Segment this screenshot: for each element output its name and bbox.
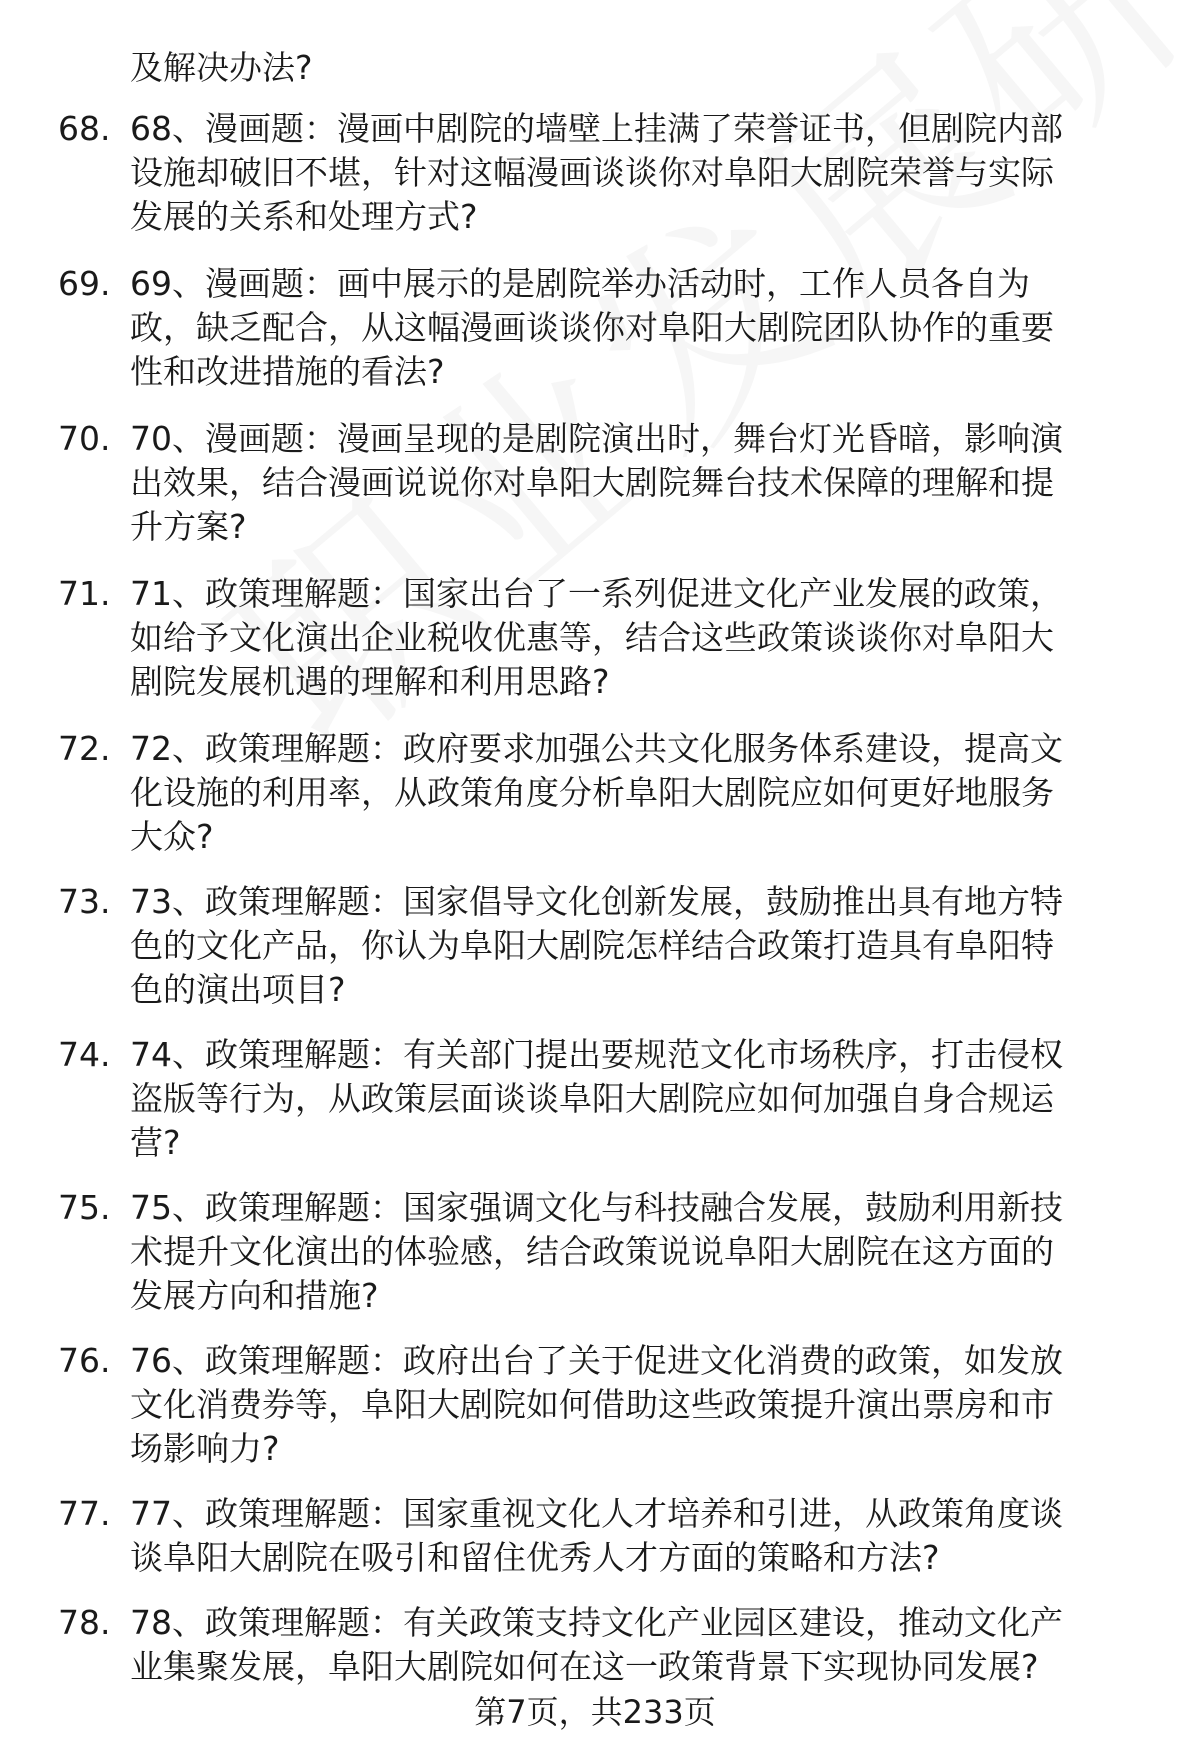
question-line: 70、漫画题：漫画呈现的是剧院演出时，舞台灯光昏暗，影响演: [130, 419, 1063, 458]
question-line: 业集聚发展，阜阳大剧院如何在这一政策背景下实现协同发展?: [130, 1647, 1039, 1686]
question-number: 78.: [58, 1603, 111, 1642]
question-line: 术提升文化演出的体验感，结合政策说说阜阳大剧院在这方面的: [130, 1232, 1054, 1271]
question-number: 70.: [58, 419, 111, 458]
question-number: 72.: [58, 729, 111, 768]
question-line: 政，缺乏配合，从这幅漫画谈谈你对阜阳大剧院团队协作的重要: [130, 308, 1054, 347]
question-text: [130, 262, 1150, 394]
question-text: [130, 572, 1150, 704]
question-line: 72、政策理解题：政府要求加强公共文化服务体系建设，提高文: [130, 729, 1063, 768]
question-line: 73、政策理解题：国家倡导文化创新发展，鼓励推出具有地方特: [130, 882, 1063, 921]
question-line: 剧院发展机遇的理解和利用思路?: [130, 662, 610, 701]
question-text: [130, 1339, 1150, 1471]
question-text: [130, 1033, 1150, 1165]
question-text: [130, 1492, 1150, 1580]
question-number: 71.: [58, 574, 111, 613]
question-line: 发展的关系和处理方式?: [130, 197, 478, 236]
question-line: 性和改进措施的看法?: [130, 352, 445, 391]
question-text: [130, 880, 1150, 1012]
question-line: 色的文化产品，你认为阜阳大剧院怎样结合政策打造具有阜阳特: [130, 926, 1054, 965]
question-number: 75.: [58, 1188, 111, 1227]
question-line: 75、政策理解题：国家强调文化与科技融合发展，鼓励利用新技: [130, 1188, 1063, 1227]
question-line: 大众?: [130, 817, 214, 856]
question-line: 设施却破旧不堪，针对这幅漫画谈谈你对阜阳大剧院荣誉与实际: [130, 153, 1054, 192]
question-line: 场影响力?: [130, 1429, 280, 1468]
question-number: 69.: [58, 264, 111, 303]
question-line: 74、政策理解题：有关部门提出要规范文化市场秩序，打击侵权: [130, 1035, 1063, 1074]
question-text: [130, 727, 1150, 859]
question-line: 发展方向和措施?: [130, 1276, 379, 1315]
question-line: 71、政策理解题：国家出台了一系列促进文化产业发展的政策，: [130, 574, 1063, 613]
question-line: 化设施的利用率，从政策角度分析阜阳大剧院应如何更好地服务: [130, 773, 1054, 812]
continuation-text: 及解决办法?: [130, 48, 313, 87]
question-number: 76.: [58, 1341, 111, 1380]
question-text: [130, 1601, 1150, 1689]
question-line: 盗版等行为，从政策层面谈谈阜阳大剧院应如何加强自身合规运: [130, 1079, 1054, 1118]
question-number: 77.: [58, 1494, 111, 1533]
question-number: 74.: [58, 1035, 111, 1074]
question-line: 69、漫画题：画中展示的是剧院举办活动时，工作人员各自为: [130, 264, 1030, 303]
question-line: 76、政策理解题：政府出台了关于促进文化消费的政策，如发放: [130, 1341, 1063, 1380]
question-line: 色的演出项目?: [130, 970, 346, 1009]
question-line: 出效果，结合漫画说说你对阜阳大剧院舞台技术保障的理解和提: [130, 463, 1054, 502]
question-text: [130, 107, 1150, 239]
page-footer: 第7页，共233页: [474, 1693, 716, 1731]
question-line: 文化消费券等，阜阳大剧院如何借助这些政策提升演出票房和市: [130, 1385, 1054, 1424]
question-line: 78、政策理解题：有关政策支持文化产业园区建设，推动文化产: [130, 1603, 1063, 1642]
question-text: [130, 1186, 1150, 1318]
question-line: 68、漫画题：漫画中剧院的墙壁上挂满了荣誉证书，但剧院内部: [130, 109, 1063, 148]
question-line: 升方案?: [130, 507, 247, 546]
question-number: 68.: [58, 109, 111, 148]
question-text: [130, 417, 1150, 549]
question-number: 73.: [58, 882, 111, 921]
question-line: 如给予文化演出企业税收优惠等，结合这些政策谈谈你对阜阳大: [130, 618, 1054, 657]
question-line: 谈阜阳大剧院在吸引和留住优秀人才方面的策略和方法?: [130, 1538, 940, 1577]
question-line: 77、政策理解题：国家重视文化人才培养和引进，从政策角度谈: [130, 1494, 1063, 1533]
question-line: 营?: [130, 1123, 181, 1162]
